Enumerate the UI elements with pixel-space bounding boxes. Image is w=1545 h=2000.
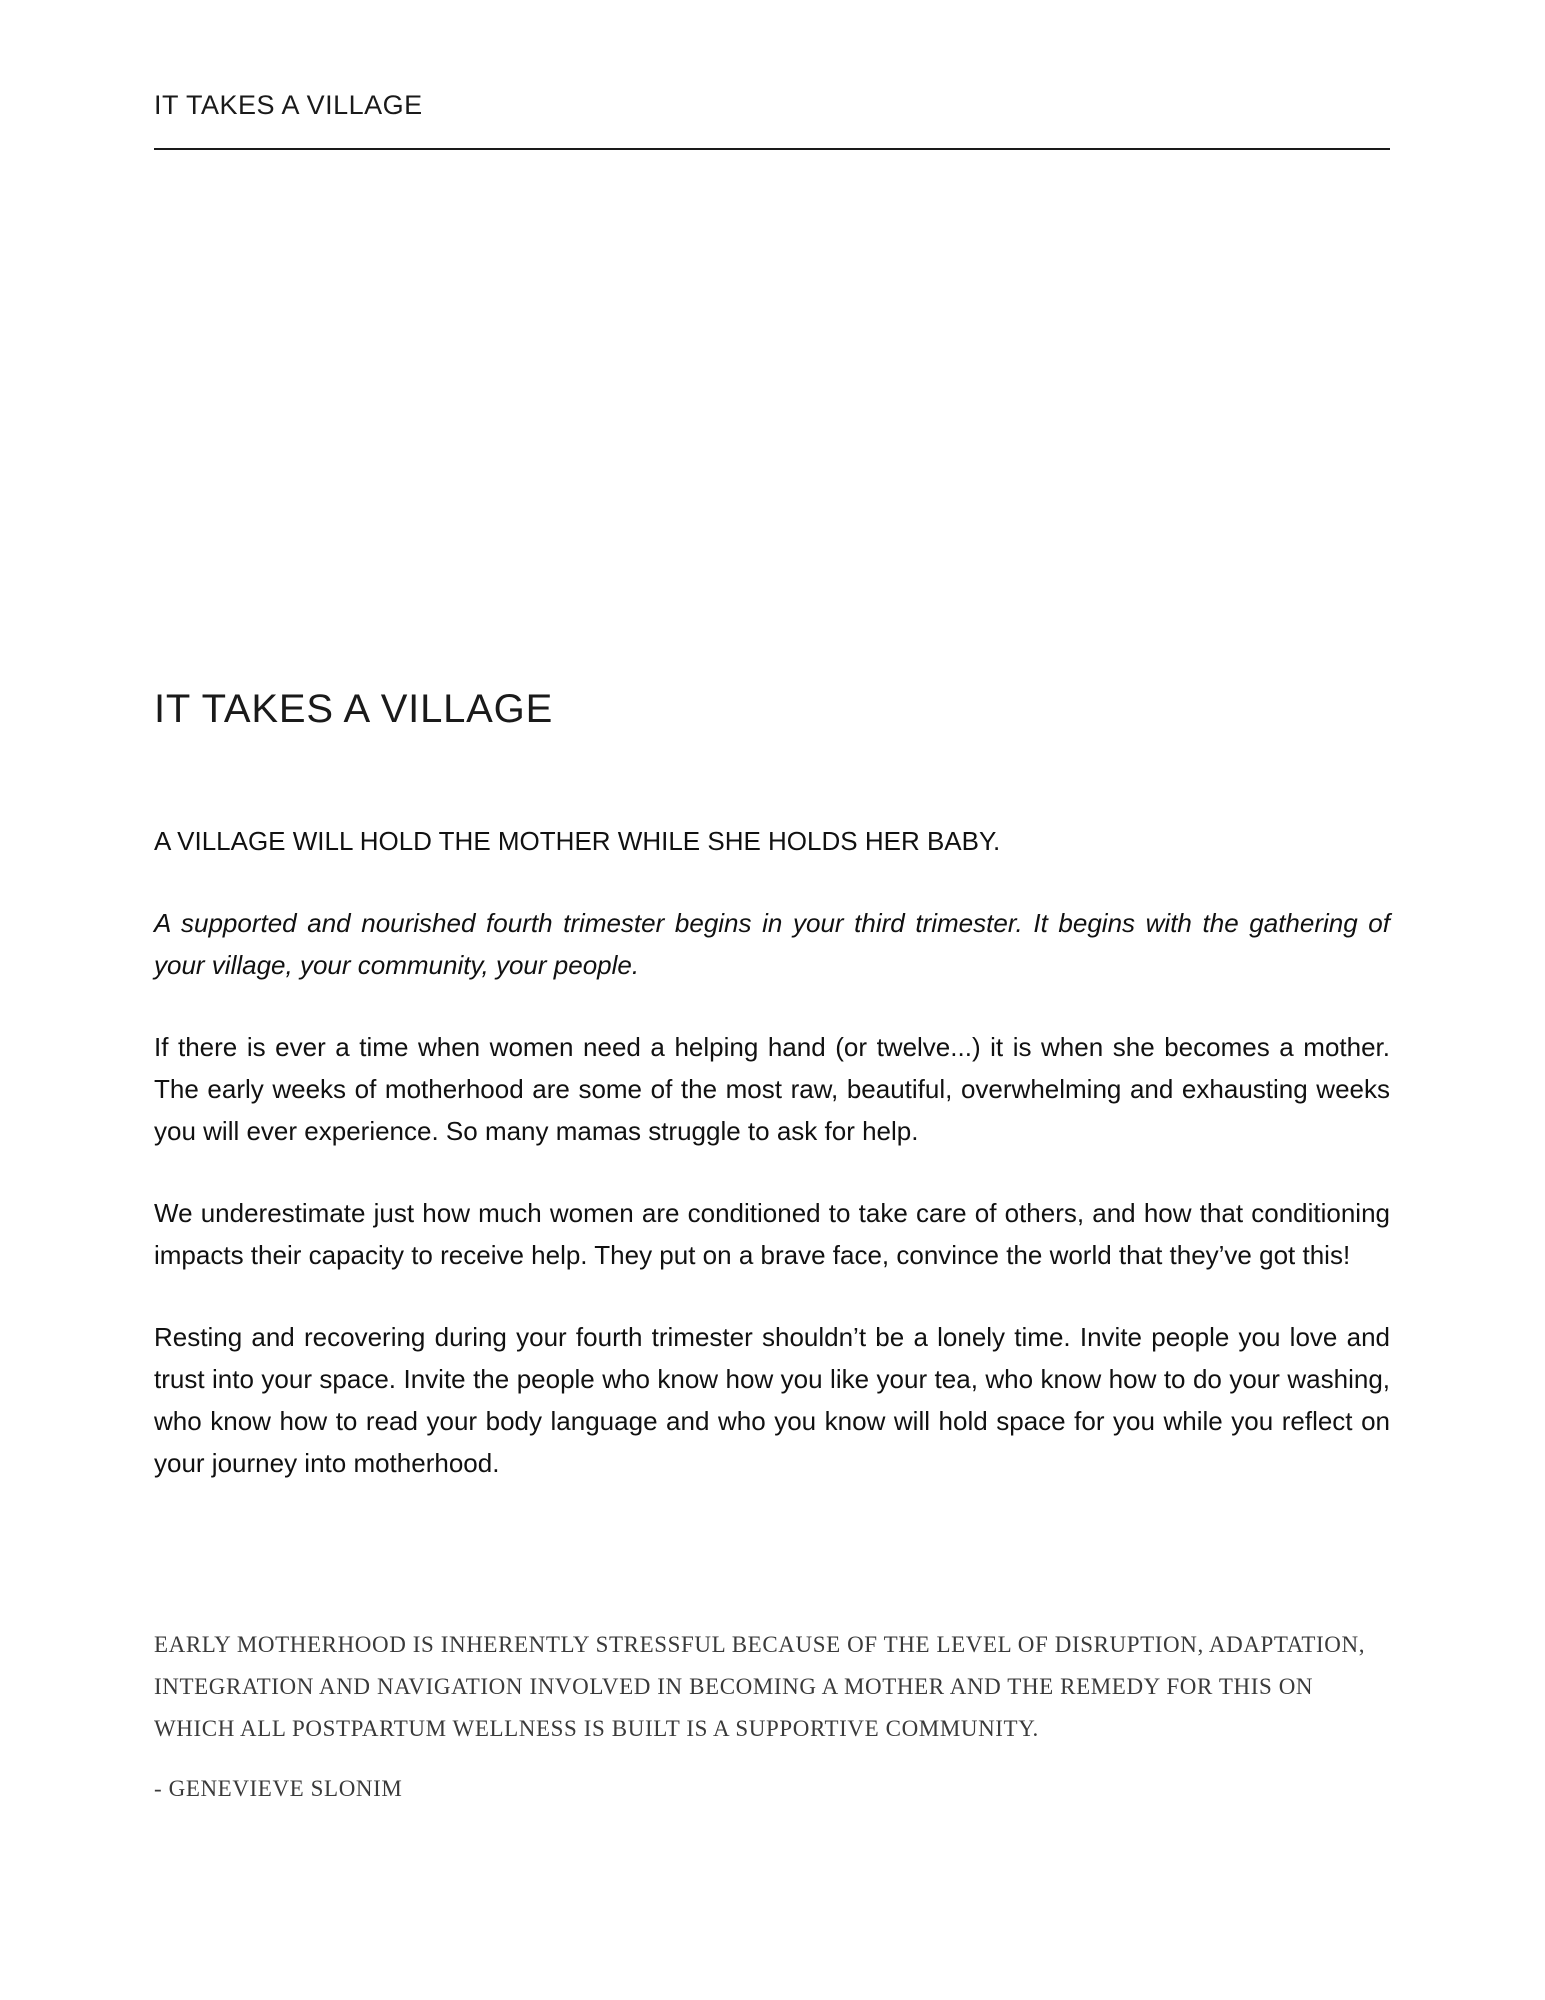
pull-quote (154, 1624, 1390, 1806)
body-paragraph: Resting and recovering during your fourth trimester shouldn’t be a lonely time. Invite people you love and trust into your space. Invite the people who know how you like your tea, who know how to do your washing, who know how to read your body language and who you know will hold space for you while you reflect on your journey into motherhood. (154, 1322, 1390, 1478)
header-divider (154, 148, 1390, 150)
quote-text: EARLY MOTHERHOOD IS INHERENTLY STRESSFUL BECAUSE OF THE LEVEL OF DISRUPTION, ADAPTATION, INTEGRATION AND NAVIGATION INVOLVED IN BECOMING A MOTHER AND THE REMEDY FOR THIS ON WHICH ALL POSTPARTUM WELLNESS IS BUILT IS A SUPPORTIVE COMMUNITY. (154, 1632, 1366, 1741)
running-header: IT TAKES A VILLAGE (154, 90, 423, 120)
quote-author: - GENEVIEVE SLONIM (154, 1776, 403, 1801)
intro-paragraph: A supported and nourished fourth trimester begins in your third trimester. It begins with the gathering of your village, your community, your people. (154, 908, 1390, 980)
body-paragraph: We underestimate just how much women are conditioned to take care of others, and how that conditioning impacts their capacity to receive help. They put on a brave face, convince the world that they’ve got this! (154, 1198, 1390, 1270)
page-title: IT TAKES A VILLAGE (154, 687, 554, 731)
body-paragraph: If there is ever a time when women need a helping hand (or twelve...) it is when she becomes a mother. The early weeks of motherhood are some of the most raw, beautiful, overwhelming and exhausting weeks you will ever experience. So many mamas struggle to ask for help. (154, 1032, 1390, 1146)
document-page (154, 0, 1390, 2000)
tagline: A VILLAGE WILL HOLD THE MOTHER WHILE SHE HOLDS HER BABY. (154, 826, 1001, 856)
body-content (154, 820, 1390, 1524)
